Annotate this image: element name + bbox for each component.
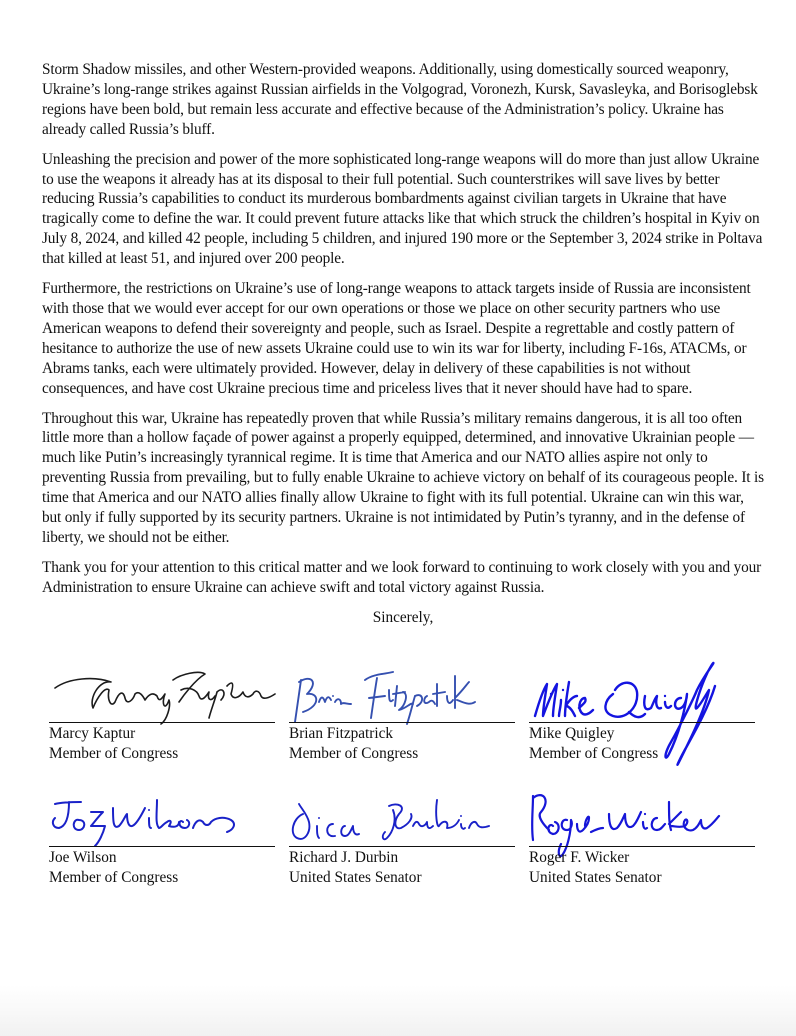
signatory-title: Member of Congress (289, 745, 419, 762)
signature-line (289, 846, 515, 847)
signatory-name: Roger F. Wicker (529, 849, 630, 866)
signatory-title: Member of Congress (49, 869, 179, 886)
handwritten-signature-icon (49, 650, 275, 730)
paragraph-5: Thank you for your attention to this critical matter and we look forward to continuing to work closely with you and your Administration to ensure Ukraine can achieve swift and total victory against Russia. (42, 558, 762, 596)
letter-body (42, 60, 764, 628)
signature-block-wilson (49, 774, 275, 894)
signatory-name: Joe Wilson (49, 849, 117, 866)
signature-block-fitzpatrick (289, 650, 515, 770)
signature-block-quigley (529, 650, 755, 770)
signature-block-durbin (289, 774, 515, 894)
signature-line (529, 722, 755, 723)
signatory-name: Richard J. Durbin (289, 849, 399, 866)
paragraph-3: Furthermore, the restrictions on Ukraine’s use of long-range weapons to attack targets inside of Russia are inconsistent with those that we would ever accept for our own operations or those we place on other security partners who use American weapons to defend their sovereignty and people, such as Israel. Despite a regrettable and costly pattern of hesitance to authorize the use of new assets Ukraine could use to win its war for liberty, including F-16s, ATACMs, or Abrams tanks, each were ultimately provided. However, delay in delivery of these capabilities is not without consequences, and have cost Ukraine precious time and priceless lives that it never should have had to spare. (42, 280, 751, 397)
signatory-title: United States Senator (529, 869, 662, 886)
signatory-name: Marcy Kaptur (49, 725, 136, 742)
handwritten-signature-icon (49, 774, 275, 854)
signatory-title: United States Senator (289, 869, 422, 886)
signatory-name: Brian Fitzpatrick (289, 725, 394, 742)
signatory-title: Member of Congress (529, 745, 659, 762)
closing-salutation: Sincerely, (372, 608, 434, 626)
handwritten-signature-icon (289, 774, 515, 854)
paragraph-4: Throughout this war, Ukraine has repeatedly proven that while Russia’s military remains dangerous, it is all too often little more than a hollow façade of power against a properly equipped, determined, and innovative Ukrainian people — much like Putin’s increasingly tyrannical regime. It is time that America and our NATO allies aspire not only to preventing Russia from prevailing, but to fully enable Ukraine to achieve victory on behalf of its courageous people. It is time that America and our NATO allies finally allow Ukraine to fight with its full potential. Ukraine can win this war, but only if fully supported by its security partners. Ukraine is not intimidated by Putin’s tyranny, and in the defense of liberty, we should not be either. (42, 409, 764, 546)
signature-line (49, 846, 275, 847)
paragraph-2: Unleashing the precision and power of the more sophisticated long-range weapons will do more than just allow Ukraine to use the weapons it already has at its disposal to their full potential. Such counterstrikes will save lives by better reducing Russia’s capabilities to conduct its murderous bombardments against civilian targets in Ukraine that have tragically come to define the war. It could prevent future attacks like that which struck the children’s hospital in Kyiv on July 8, 2024, and killed 42 people, including 5 children, and injured 190 more or the September 3, 2024 strike in Poltava that killed at least 51, and injured over 200 people. (42, 150, 763, 268)
paragraph-1: Storm Shadow missiles, and other Western-provided weapons. Additionally, using domestically sourced weaponry, Ukraine’s long-range strikes against Russian airfields in the Volgograd, Voronezh, Kursk, Savasleyka, and Borisoglebsk regions have been bold, but remain less accurate and effective because of the Administration’s policy. Ukraine has already called Russia’s bluff. (42, 61, 758, 138)
signature-block-wicker (529, 774, 755, 894)
signature-line (289, 722, 515, 723)
signature-line (529, 846, 755, 847)
signatory-name: Mike Quigley (529, 725, 615, 742)
signature-line (49, 722, 275, 723)
signatory-title: Member of Congress (49, 745, 179, 762)
handwritten-signature-icon (289, 650, 515, 730)
signature-block-kaptur (49, 650, 275, 770)
